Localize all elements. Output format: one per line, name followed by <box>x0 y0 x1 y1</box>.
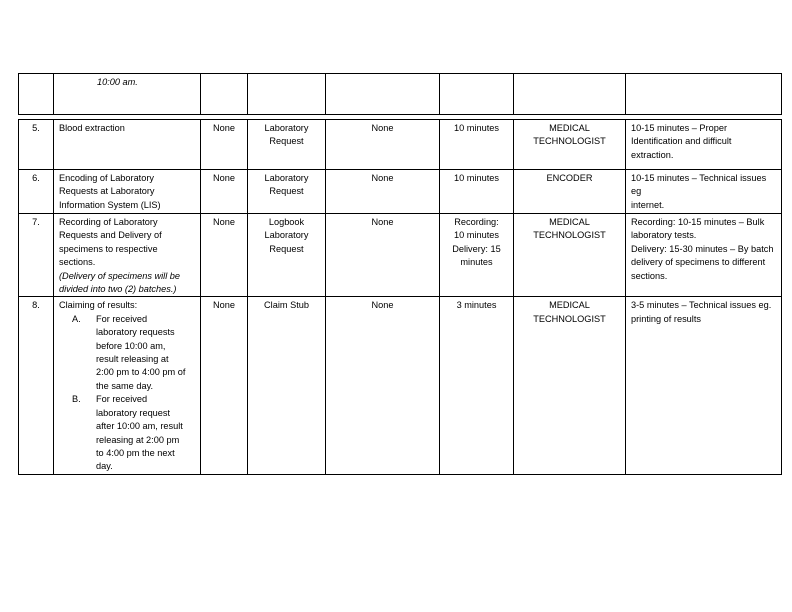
processing-time <box>440 120 514 170</box>
table-row <box>19 170 782 214</box>
step-continuation-text: 10:00 am. <box>97 77 138 87</box>
person-line: MEDICAL <box>549 123 590 133</box>
remarks-line: sections. <box>631 270 668 281</box>
person-responsible <box>514 214 626 297</box>
time-line: 10 minutes <box>454 123 499 133</box>
remarks-line: 10-15 minutes – Technical issues eg <box>631 173 767 197</box>
processing-time <box>440 297 514 474</box>
row-number: 6. <box>19 170 54 214</box>
step-description <box>54 170 201 214</box>
table-row-continuation <box>19 74 782 115</box>
fee-to-pay-value: None <box>326 170 440 214</box>
remarks-line: internet. <box>631 199 665 210</box>
step-item-line: result releasing at <box>96 354 169 365</box>
time-line: 10 minutes <box>454 230 499 241</box>
remarks-line: Identification and difficult <box>631 136 732 147</box>
step-item-line: For received <box>96 313 148 324</box>
step-line: Encoding of Laboratory <box>59 173 155 183</box>
step-line: Information System (LIS) <box>59 199 161 210</box>
fee-to-pay-value: None <box>326 120 440 170</box>
form-line: Laboratory <box>264 123 309 133</box>
step-item-line: before 10:00 am, <box>96 340 166 351</box>
remarks-line: extraction. <box>631 149 674 160</box>
person-line: ENCODER <box>546 173 593 183</box>
step-note-line: divided into two (2) batches.) <box>59 284 177 295</box>
step-description <box>54 214 201 297</box>
step-description <box>54 297 201 474</box>
form-value <box>248 170 326 214</box>
step-line: Requests at Laboratory <box>59 186 155 197</box>
remarks <box>626 120 782 170</box>
time-line: 3 minutes <box>456 300 497 311</box>
time-cell <box>440 74 514 115</box>
person-line: TECHNOLOGIST <box>533 313 606 324</box>
remarks-line: delivery of specimens to different <box>631 257 766 268</box>
row-number: 8. <box>19 297 54 474</box>
fees-cell <box>201 74 248 115</box>
form-line: Logbook <box>268 217 305 227</box>
form-cell <box>248 74 326 115</box>
form-line: Laboratory <box>264 230 309 241</box>
fees-value: None <box>201 297 248 474</box>
row-number: 7. <box>19 214 54 297</box>
step-item-text <box>92 393 195 473</box>
row-number: 5. <box>19 120 54 170</box>
step-line: specimens to respective <box>59 243 158 254</box>
fee-to-pay-value: None <box>326 214 440 297</box>
step-line: Requests and Delivery of <box>59 230 162 241</box>
step-item-line: 2:00 pm to 4:00 pm of <box>96 367 186 378</box>
remarks <box>626 214 782 297</box>
form-line: Request <box>269 136 304 147</box>
step-item-marker: A. <box>72 313 81 324</box>
person-responsible <box>514 297 626 474</box>
form-line: Laboratory <box>264 173 309 183</box>
remarks-line: Delivery: 15-30 minutes – By batch <box>631 243 774 254</box>
step-item-line: day. <box>96 461 113 472</box>
person-responsible <box>514 120 626 170</box>
form-value <box>248 214 326 297</box>
step-description: Blood extraction <box>54 120 201 170</box>
fee-to-pay-cell <box>326 74 440 115</box>
table-row <box>19 297 782 474</box>
form-line: Claim Stub <box>264 300 309 311</box>
remarks-line: printing of results <box>631 313 701 324</box>
remarks-cell <box>626 74 782 115</box>
time-line: Delivery: 15 <box>452 243 501 254</box>
person-line: TECHNOLOGIST <box>533 230 606 241</box>
form-line: Request <box>269 243 304 254</box>
step-note-line: (Delivery of specimens will be <box>59 270 181 281</box>
step-item-line: laboratory requests <box>96 327 175 338</box>
person-line: MEDICAL <box>549 217 590 227</box>
remarks-line: Recording: 10-15 minutes – Bulk <box>631 217 765 227</box>
remarks <box>626 297 782 474</box>
step-item <box>59 313 195 393</box>
step-item-line: after 10:00 am, result <box>96 421 183 432</box>
step-title: Claiming of results: <box>59 300 138 311</box>
step-line: Recording of Laboratory <box>59 217 158 227</box>
time-line: Recording: <box>454 217 499 227</box>
remarks-line: 3-5 minutes – Technical issues eg. <box>631 300 772 311</box>
step-item-line: releasing at 2:00 pm <box>96 434 180 445</box>
step-item-line: to 4:00 pm the next <box>96 447 175 458</box>
processing-time <box>440 214 514 297</box>
num-cell <box>19 74 54 115</box>
fees-value: None <box>201 214 248 297</box>
step-item-text <box>92 313 195 393</box>
remarks <box>626 170 782 214</box>
table-row <box>19 120 782 170</box>
step-cell <box>54 74 201 115</box>
step-item-line: For received <box>96 394 148 405</box>
step-item <box>59 393 195 473</box>
form-value <box>248 120 326 170</box>
form-value <box>248 297 326 474</box>
fee-to-pay-value: None <box>326 297 440 474</box>
step-item-line: the same day. <box>96 380 154 391</box>
remarks-line: laboratory tests. <box>631 230 697 241</box>
step-item-line: laboratory request <box>96 407 171 418</box>
person-line: MEDICAL <box>549 300 590 311</box>
fees-value: None <box>201 120 248 170</box>
step-item-marker: B. <box>72 394 81 405</box>
processing-time <box>440 170 514 214</box>
fees-value: None <box>201 170 248 214</box>
remarks-line: 10-15 minutes – Proper <box>631 123 728 133</box>
procedure-table <box>18 73 782 475</box>
time-line: minutes <box>460 257 493 268</box>
step-line: sections. <box>59 257 96 268</box>
table-row <box>19 214 782 297</box>
person-responsible <box>514 170 626 214</box>
person-line: TECHNOLOGIST <box>533 136 606 147</box>
person-cell <box>514 74 626 115</box>
form-line: Request <box>269 186 304 197</box>
time-line: 10 minutes <box>454 173 499 183</box>
